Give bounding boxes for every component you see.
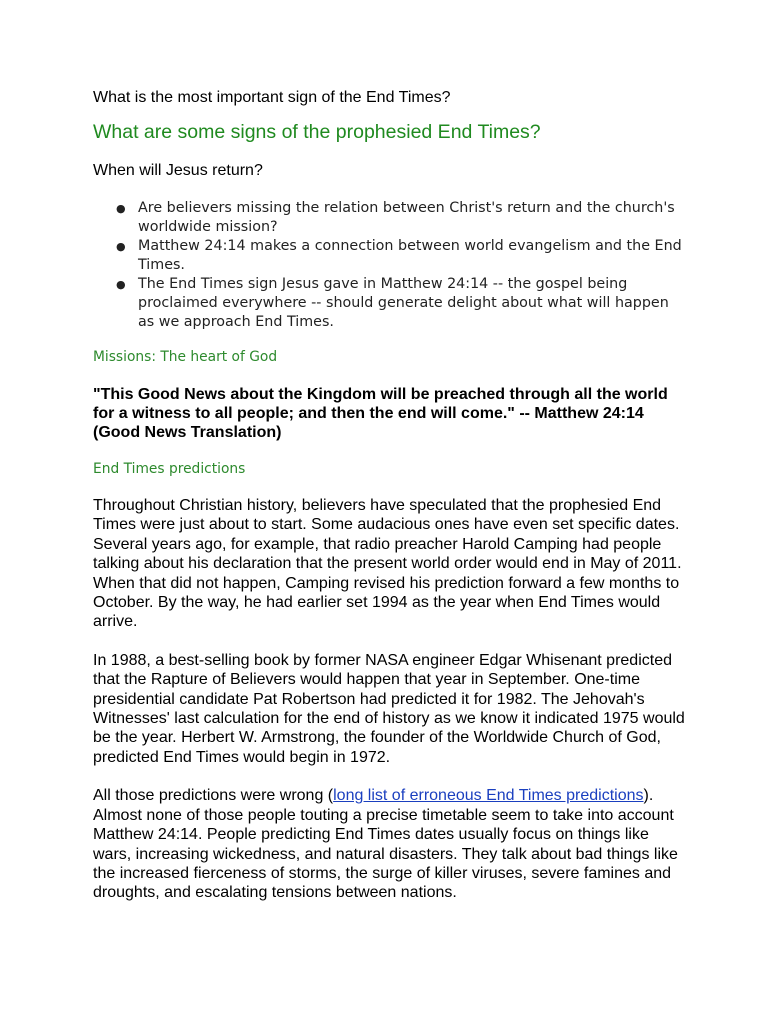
paragraph-wrong-predictions (93, 786, 688, 902)
bullet-list (93, 199, 688, 332)
paragraph-text-end: ). Almost none of those people touting a precise timetable seem to take into account Matthew 24:14. People predicting End Times dates usually focus on things like wars, increasing wickedness, and natural disasters. They talk about bad things like the increased fierceness of storms, the surge of killer viruses, severe famines and droughts, and escalating tensions between nations. (93, 787, 678, 902)
section-heading-missions: Missions: The heart of God (93, 349, 278, 365)
list-item (116, 237, 688, 275)
list-item-text: Matthew 24:14 makes a connection between world evangelism and the End Times. (138, 238, 682, 273)
paragraph-text-start: All those predictions were wrong ( (93, 787, 334, 805)
list-item-text: Are believers missing the relation between Christ's return and the church's worldwide mission? (138, 200, 675, 235)
main-heading: What are some signs of the prophesied End Times? (93, 121, 541, 143)
paragraph-history: Throughout Christian history, believers have speculated that the prophesied End Times were just about to start. Some audacious ones have even set specific dates. Several years ago, for example, that radio preacher Harold Camping had people talking about his declaration that the present world order would end in May of 2011. When that did not happen, Camping revised his prediction forward a few months to October. By the way, he had earlier set 1994 as the year when End Times would arrive. (93, 497, 682, 631)
paragraph-1988: In 1988, a best-selling book by former NASA engineer Edgar Whisenant predicted that the Rapture of Believers would happen that year in September. One-time presidential candidate Pat Robertson had predicted it for 1982. The Jehovah's Witnesses' last calculation for the end of history as we know it indicated 1975 would be the year. Herbert W. Armstrong, the founder of the Worldwide Church of God, predicted End Times would begin in 1972. (93, 651, 685, 766)
question-important-sign: What is the most important sign of the End Times? (93, 89, 451, 106)
scripture-quote: "This Good News about the Kingdom will be preached through all the world for a witness to all people; and then the end will come." -- Matthew 24:14 (Good News Translation) (93, 386, 668, 441)
list-item (116, 275, 688, 332)
bullet-icon: ● (116, 278, 126, 291)
bullet-icon: ● (116, 202, 126, 215)
section-heading-predictions: End Times predictions (93, 461, 246, 477)
list-item-text: The End Times sign Jesus gave in Matthew 24:14 -- the gospel being proclaimed everywhere -- should generate delight about what will happen as we approach End Times. (138, 276, 669, 330)
erroneous-predictions-link[interactable]: long list of erroneous End Times predictions (333, 787, 644, 805)
question-jesus-return: When will Jesus return? (93, 162, 263, 179)
list-item (116, 199, 688, 237)
bullet-icon: ● (116, 240, 126, 253)
